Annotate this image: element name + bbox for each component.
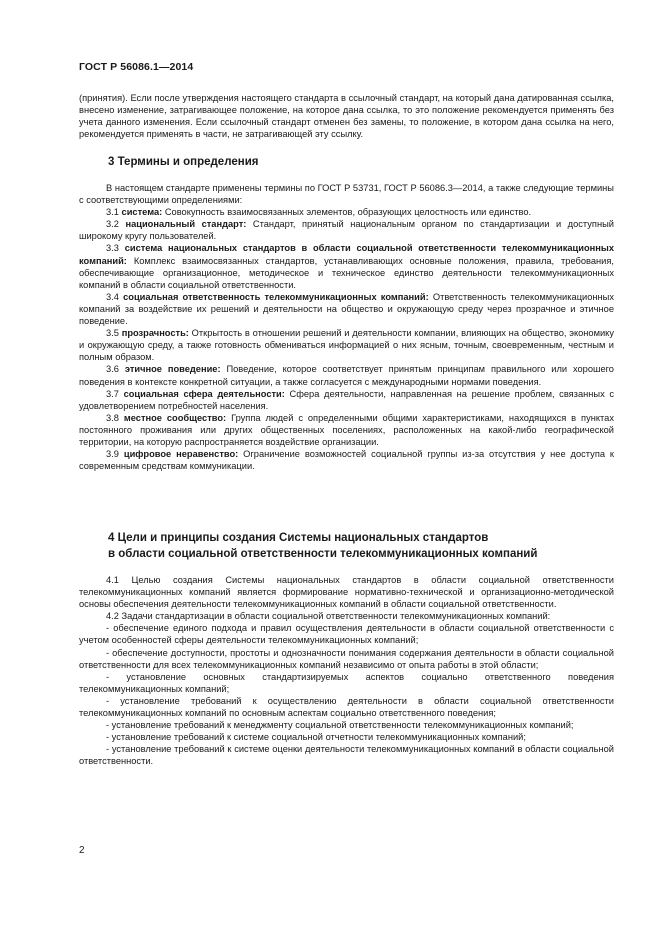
term-definition bbox=[79, 448, 614, 472]
term-number: 3.6 bbox=[106, 364, 119, 375]
intro-text: (принятия). Если после утверждения настоящего стандарта в ссылочный стандарт, на который дана датированная ссылка, внесено изменение, затрагивающее положение, на которое дана ссылка, то это положение рекомендуется применять без учета данного изменения. Если ссылочный стандарт отменен без замены, то положение, в котором дана ссылка на него, рекомендуется применять в части, не затрагивающей эту ссылку. bbox=[79, 93, 614, 140]
page-number: 2 bbox=[79, 845, 85, 856]
paragraph-4-1: 4.1 Целью создания Системы национальных стандартов в области социальной ответственности телекоммуникационных компаний является формирование нормативно-технической и организационно-методической основы обеспечения деятельности телекоммуникационных компаний в области социальной ответственности. bbox=[79, 575, 614, 610]
task-item: - установление основных стандартизируемых аспектов социально ответственного поведения телекоммуникационных компаний; bbox=[79, 671, 614, 694]
term-text: Стандарт, принятый национальным органом по стандартизации и доступный широкому кругу пользователей. bbox=[79, 219, 614, 242]
term-name: местное сообщество: bbox=[123, 412, 227, 423]
section-3-title: 3 Термины и определения bbox=[108, 156, 259, 168]
term-name: система: bbox=[121, 207, 163, 218]
terms-list bbox=[79, 206, 614, 472]
term-definition bbox=[79, 363, 614, 387]
term-name: этичное поведение: bbox=[124, 364, 221, 375]
term-text: Комплекс взаимосвязанных стандартов, устанавливающих основные положения, правила, требования, обеспечивающие организационное, методическое и техническое единство деятельности телекоммуникационных компаний в области социальной ответственности. bbox=[79, 255, 614, 290]
term-number: 3.3 bbox=[106, 243, 119, 254]
term-text: Группа людей с определенными общими характеристиками, находящихся в пунктах постоянного проживания или других общественных поселениях, расположенных на какой-либо географической территории, на которую распространяется воздействие организации. bbox=[79, 412, 614, 447]
paragraph-4-2: 4.2 Задачи стандартизации в области социальной ответственности телекоммуникационных компаний: bbox=[106, 611, 551, 622]
term-definition bbox=[79, 327, 614, 363]
intro-paragraph bbox=[79, 92, 614, 140]
term-text: Ответственность телекоммуникационных компаний за воздействие их решений и деятельности на общество и окружающую среду через прозрачное и этичное поведение. bbox=[79, 291, 614, 327]
section-4-body bbox=[79, 574, 614, 768]
term-definition bbox=[79, 291, 614, 327]
section-4-title-line1: 4 Цели и принципы создания Системы национальных стандартов bbox=[108, 532, 489, 544]
term-number: 3.5 bbox=[106, 328, 119, 339]
task-item: - установление требований к системе оценки деятельности телекоммуникационных компаний в области социальной ответственности. bbox=[79, 744, 614, 767]
term-name: цифровое неравенство: bbox=[123, 449, 239, 460]
term-name: социальная ответственность телекоммуникационных компаний: bbox=[123, 291, 429, 302]
term-definition bbox=[79, 218, 614, 242]
term-number: 3.8 bbox=[106, 412, 119, 423]
term-definition bbox=[79, 206, 614, 218]
term-definition bbox=[79, 412, 614, 448]
task-item: - установление требований к системе социальной отчетности телекоммуникационных компаний; bbox=[106, 732, 526, 743]
task-item: - обеспечение доступности, простоты и однозначности понимания содержания деятельности в области социальной ответственности для всех телекоммуникационных компаний независимо от опыта работы в этой области; bbox=[79, 647, 614, 670]
term-definition bbox=[79, 388, 614, 412]
section-4-title-line2: в области социальной ответственности телекоммуникационных компаний bbox=[108, 548, 538, 560]
term-name: социальная сфера деятельности: bbox=[123, 388, 285, 399]
section-4-title bbox=[108, 530, 537, 562]
term-name: система национальных стандартов в области социальной ответственности телекоммуникационных компаний: bbox=[79, 243, 615, 266]
section-3-lead: В настоящем стандарте применены термины по ГОСТ Р 53731, ГОСТ Р 56086.3—2014, а также следующие термины с соответствующими определениями: bbox=[79, 183, 614, 206]
document-header: ГОСТ Р 56086.1—2014 bbox=[79, 61, 194, 73]
term-definition bbox=[79, 242, 614, 290]
term-number: 3.9 bbox=[106, 449, 119, 460]
term-name: национальный стандарт: bbox=[125, 219, 247, 230]
term-text: Открытость в отношении решений и деятельности компании, влияющих на общество, экономику и окружающую среду, а также готовность обмениваться информацией о них ясным, точным, своевременным, честным и полным образом. bbox=[79, 328, 614, 363]
term-number: 3.7 bbox=[106, 388, 119, 399]
term-number: 3.1 bbox=[106, 207, 119, 218]
term-text: Сфера деятельности, направленная на решение проблем, связанных с удовлетворением потребностей населения. bbox=[79, 388, 614, 411]
term-text: Ограничение возможностей социальной группы из-за отсутствия у нее доступа к современным средствам коммуникации. bbox=[79, 449, 614, 472]
tasks-list bbox=[79, 622, 614, 767]
term-text: Поведение, которое соответствует принятым принципам правильного или хорошего поведения в контексте конкретной ситуации, а также согласуется с международными нормами поведения. bbox=[79, 364, 614, 387]
task-item: - установление требований к осуществлению деятельности в области социальной ответственности телекоммуникационных компаний по основным аспектам социально ответственного поведения; bbox=[79, 695, 614, 719]
term-number: 3.2 bbox=[106, 219, 119, 230]
section-3-body bbox=[79, 182, 614, 472]
term-text: Совокупность взаимосвязанных элементов, образующих целостность или единство. bbox=[164, 207, 532, 218]
term-number: 3.4 bbox=[106, 291, 119, 302]
task-item: - установление требований к менеджменту социальной ответственности телекоммуникационных компаний; bbox=[106, 720, 574, 731]
term-name: прозрачность: bbox=[121, 328, 189, 339]
task-item: - обеспечение единого подхода и правил осуществления деятельности в области социальной ответственности с учетом особенностей сферы деятельности телекоммуникационных компаний; bbox=[79, 623, 614, 646]
